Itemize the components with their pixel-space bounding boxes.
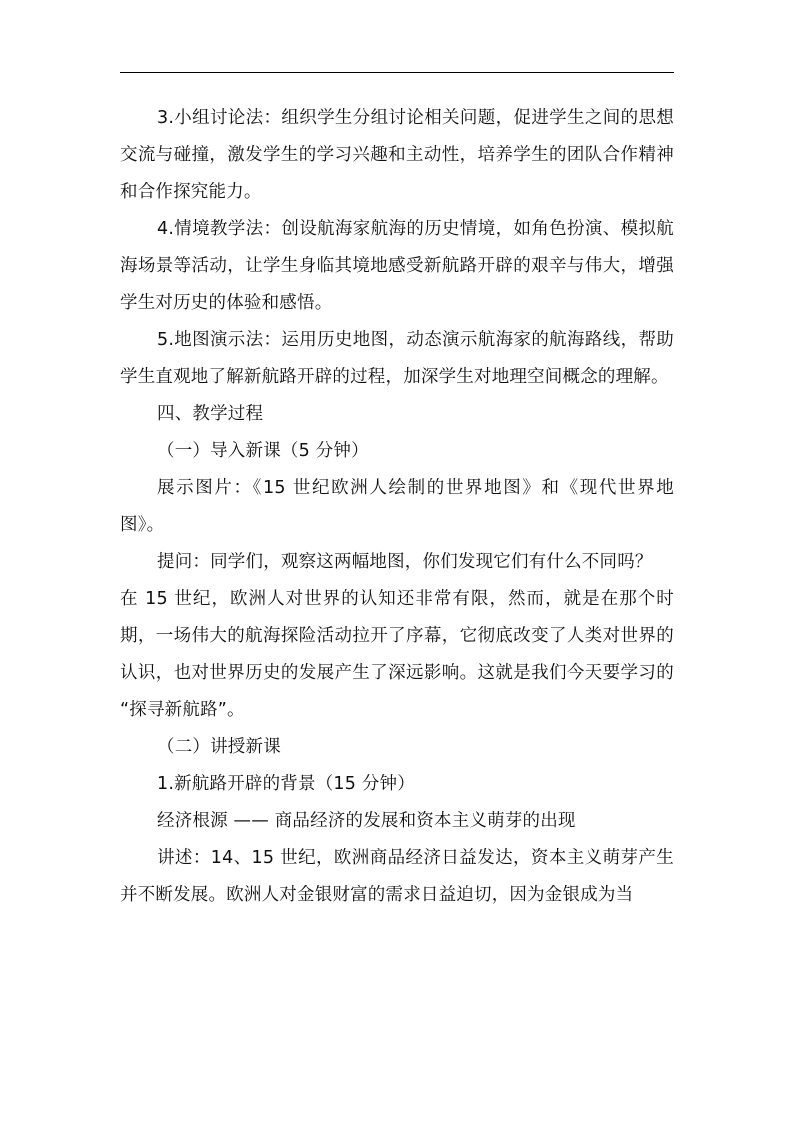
method-paragraph-group-discussion: 3.小组讨论法：组织学生分组讨论相关问题，促进学生之间的思想交流与碰撞，激发学生的学习兴趣和主动性，培养学生的团队合作精神和合作探究能力。: [120, 108, 674, 202]
paragraph-economic-roots: 经济根源 —— 商品经济的发展和资本主义萌芽的出现: [157, 811, 576, 831]
paragraph-question: 提问：同学们，观察这两幅地图，你们发现它们有什么不同吗？: [157, 552, 653, 572]
section-heading-teaching-process: 四、教学过程: [157, 404, 264, 424]
subsection-heading-new-lesson: （二）讲授新课: [157, 737, 281, 757]
subsection-heading-introduction: （一）导入新课（5 分钟）: [157, 441, 369, 461]
method-paragraph-situational-teaching: 4.情境教学法：创设航海家航海的历史情境，如角色扮演、模拟航海场景等活动，让学生身临其境地感受新航路开辟的艰辛与伟大，增强学生对历史的体验和感悟。: [120, 219, 674, 313]
topic-heading-background: 1.新航路开辟的背景（15 分钟）: [157, 774, 415, 794]
paragraph-narration: 讲述：14、15 世纪，欧洲商品经济日益发达，资本主义萌芽产生并不断发展。欧洲人对金银财富的需求日益迫切，因为金银成为当: [120, 848, 674, 905]
paragraph-show-pictures: 展示图片：《15 世纪欧洲人绘制的世界地图》和《现代世界地图》。: [120, 478, 674, 535]
header-rule: [120, 72, 674, 73]
method-paragraph-map-demonstration: 5.地图演示法：运用历史地图，动态演示航海家的航海路线，帮助学生直观地了解新航路开辟的过程，加深学生对地理空间概念的理解。: [120, 330, 674, 387]
paragraph-intro-narrative: 在 15 世纪，欧洲人对世界的认知还非常有限，然而，就是在那个时期，一场伟大的航海探险活动拉开了序幕，它彻底改变了人类对世界的认识，也对世界历史的发展产生了深远影响。这就是我们今天要学习的 “探寻新航路”。: [120, 589, 674, 720]
document-body: [120, 100, 674, 914]
